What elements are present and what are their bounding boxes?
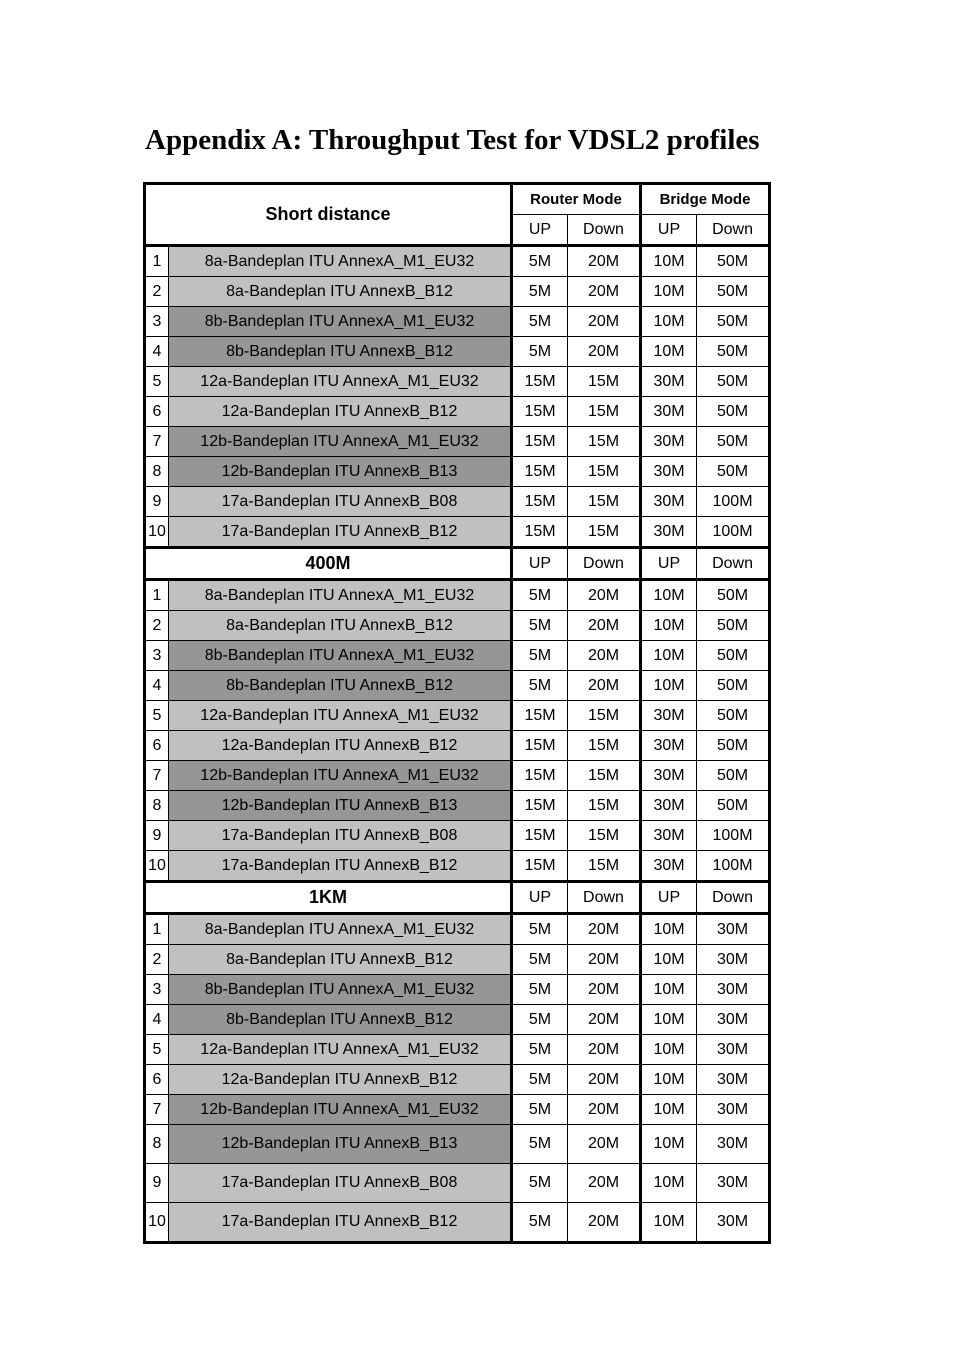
bridge-down-value: 50M	[697, 641, 770, 671]
profile-name: 8a-Bandeplan ITU AnnexB_B12	[169, 277, 512, 307]
router-down-value: 20M	[568, 671, 641, 701]
bridge-up-value: 10M	[641, 1005, 697, 1035]
bridge-down-value: 30M	[697, 1095, 770, 1125]
bridge-down-value: 50M	[697, 337, 770, 367]
router-up-value: 15M	[512, 701, 568, 731]
router-up-value: 5M	[512, 641, 568, 671]
router-down-value: 20M	[568, 975, 641, 1005]
bridge-up-value: 10M	[641, 1203, 697, 1243]
row-index: 7	[145, 427, 169, 457]
row-index: 2	[145, 945, 169, 975]
row-index: 7	[145, 761, 169, 791]
router-down-value: 20M	[568, 611, 641, 641]
bridge-up-value: 10M	[641, 1035, 697, 1065]
throughput-table-body	[145, 184, 770, 1243]
bridge-up-value: 10M	[641, 1164, 697, 1203]
row-index: 1	[145, 914, 169, 945]
table-row	[145, 307, 770, 337]
table-row	[145, 821, 770, 851]
router-up-value: 5M	[512, 914, 568, 945]
router-down-value: 15M	[568, 821, 641, 851]
bridge-down-value: 50M	[697, 457, 770, 487]
table-row	[145, 611, 770, 641]
bridge-up-value: 30M	[641, 457, 697, 487]
router-up-value: 15M	[512, 517, 568, 548]
router-down-value: 15M	[568, 701, 641, 731]
profile-name: 8b-Bandeplan ITU AnnexA_M1_EU32	[169, 307, 512, 337]
router-up-value: 5M	[512, 1065, 568, 1095]
profile-name: 8a-Bandeplan ITU AnnexB_B12	[169, 611, 512, 641]
router-up-value: 15M	[512, 851, 568, 882]
table-row	[145, 1095, 770, 1125]
bridge-down-value: 30M	[697, 975, 770, 1005]
router-up-value: 15M	[512, 791, 568, 821]
bridge-down-value: 50M	[697, 791, 770, 821]
bridge-up-value: 30M	[641, 731, 697, 761]
bridge-down-value: 100M	[697, 517, 770, 548]
bridge-down-value: 100M	[697, 821, 770, 851]
table-row	[145, 761, 770, 791]
row-index: 10	[145, 851, 169, 882]
bridge-down-value: 50M	[697, 671, 770, 701]
profile-name: 8a-Bandeplan ITU AnnexA_M1_EU32	[169, 246, 512, 277]
row-index: 8	[145, 1125, 169, 1164]
row-index: 9	[145, 487, 169, 517]
router-down-value: 20M	[568, 1005, 641, 1035]
bridge-down-value: 30M	[697, 1005, 770, 1035]
bridge-up-value: 10M	[641, 246, 697, 277]
bridge-up-value: 30M	[641, 761, 697, 791]
router-up-value: 5M	[512, 671, 568, 701]
profile-name: 8a-Bandeplan ITU AnnexA_M1_EU32	[169, 914, 512, 945]
router-down-value: 20M	[568, 307, 641, 337]
bridge-down-value: 100M	[697, 851, 770, 882]
router-down-value: 20M	[568, 1095, 641, 1125]
bridge-down-value: 50M	[697, 580, 770, 611]
table-row	[145, 945, 770, 975]
profile-name: 17a-Bandeplan ITU AnnexB_B08	[169, 821, 512, 851]
router-up-value: 15M	[512, 397, 568, 427]
profile-name: 17a-Bandeplan ITU AnnexB_B12	[169, 517, 512, 548]
table-row	[145, 487, 770, 517]
table-row	[145, 731, 770, 761]
profile-name: 12a-Bandeplan ITU AnnexB_B12	[169, 1065, 512, 1095]
row-index: 10	[145, 1203, 169, 1243]
router-down-value: 15M	[568, 517, 641, 548]
router-down-header: Down	[568, 215, 641, 246]
row-index: 1	[145, 580, 169, 611]
router-up-value: 15M	[512, 487, 568, 517]
bridge-up-value: 10M	[641, 1095, 697, 1125]
bridge-up-value: 30M	[641, 851, 697, 882]
table-row	[145, 641, 770, 671]
router-down-value: 20M	[568, 945, 641, 975]
router-up-value: 5M	[512, 945, 568, 975]
row-index: 5	[145, 1035, 169, 1065]
router-up-value: 5M	[512, 277, 568, 307]
profile-name: 12a-Bandeplan ITU AnnexA_M1_EU32	[169, 701, 512, 731]
profile-name: 8b-Bandeplan ITU AnnexB_B12	[169, 1005, 512, 1035]
router-up-value: 15M	[512, 427, 568, 457]
router-down-value: 20M	[568, 914, 641, 945]
profile-name: 12b-Bandeplan ITU AnnexB_B13	[169, 791, 512, 821]
router-up-header: UP	[512, 548, 568, 580]
throughput-table	[143, 182, 771, 1244]
bridge-up-value: 10M	[641, 671, 697, 701]
row-index: 5	[145, 367, 169, 397]
row-index: 4	[145, 337, 169, 367]
router-down-value: 20M	[568, 277, 641, 307]
router-down-value: 20M	[568, 1164, 641, 1203]
profile-name: 8b-Bandeplan ITU AnnexA_M1_EU32	[169, 641, 512, 671]
bridge-down-value: 30M	[697, 1065, 770, 1095]
bridge-down-value: 50M	[697, 427, 770, 457]
router-up-value: 15M	[512, 731, 568, 761]
router-up-header: UP	[512, 215, 568, 246]
bridge-down-value: 30M	[697, 945, 770, 975]
section-header-row	[145, 882, 770, 914]
router-down-value: 20M	[568, 580, 641, 611]
bridge-up-value: 10M	[641, 1125, 697, 1164]
table-row	[145, 517, 770, 548]
row-index: 6	[145, 731, 169, 761]
profile-name: 17a-Bandeplan ITU AnnexB_B08	[169, 487, 512, 517]
router-up-value: 5M	[512, 1035, 568, 1065]
bridge-down-value: 50M	[697, 611, 770, 641]
table-row	[145, 427, 770, 457]
profile-name: 8a-Bandeplan ITU AnnexB_B12	[169, 945, 512, 975]
router-down-value: 15M	[568, 761, 641, 791]
profile-name: 12b-Bandeplan ITU AnnexA_M1_EU32	[169, 761, 512, 791]
table-row	[145, 1125, 770, 1164]
profile-name: 12b-Bandeplan ITU AnnexA_M1_EU32	[169, 1095, 512, 1125]
row-index: 6	[145, 397, 169, 427]
bridge-down-value: 50M	[697, 731, 770, 761]
table-row	[145, 246, 770, 277]
router-up-value: 5M	[512, 580, 568, 611]
bridge-up-header: UP	[641, 215, 697, 246]
profile-name: 12a-Bandeplan ITU AnnexA_M1_EU32	[169, 367, 512, 397]
table-row	[145, 851, 770, 882]
router-down-header: Down	[568, 882, 641, 914]
profile-name: 8a-Bandeplan ITU AnnexA_M1_EU32	[169, 580, 512, 611]
router-up-value: 5M	[512, 611, 568, 641]
bridge-up-value: 10M	[641, 337, 697, 367]
router-down-value: 20M	[568, 1035, 641, 1065]
router-up-value: 5M	[512, 307, 568, 337]
profile-name: 17a-Bandeplan ITU AnnexB_B08	[169, 1164, 512, 1203]
router-down-value: 20M	[568, 337, 641, 367]
table-row	[145, 1065, 770, 1095]
row-index: 3	[145, 641, 169, 671]
bridge-mode-header: Bridge Mode	[641, 184, 770, 215]
router-up-value: 15M	[512, 367, 568, 397]
bridge-down-value: 50M	[697, 701, 770, 731]
section-header-row	[145, 184, 770, 215]
router-up-value: 5M	[512, 1095, 568, 1125]
profile-name: 12b-Bandeplan ITU AnnexB_B13	[169, 1125, 512, 1164]
bridge-up-value: 30M	[641, 397, 697, 427]
router-down-value: 15M	[568, 427, 641, 457]
bridge-up-value: 10M	[641, 975, 697, 1005]
row-index: 6	[145, 1065, 169, 1095]
bridge-up-value: 10M	[641, 945, 697, 975]
bridge-down-value: 30M	[697, 914, 770, 945]
router-mode-header: Router Mode	[512, 184, 641, 215]
row-index: 7	[145, 1095, 169, 1125]
router-up-value: 15M	[512, 821, 568, 851]
table-row	[145, 701, 770, 731]
bridge-down-value: 100M	[697, 487, 770, 517]
bridge-up-value: 10M	[641, 641, 697, 671]
router-down-value: 20M	[568, 1125, 641, 1164]
router-down-value: 15M	[568, 487, 641, 517]
bridge-down-value: 50M	[697, 367, 770, 397]
section-title: Short distance	[145, 184, 512, 246]
row-index: 8	[145, 791, 169, 821]
bridge-down-header: Down	[697, 215, 770, 246]
row-index: 2	[145, 611, 169, 641]
bridge-down-value: 30M	[697, 1125, 770, 1164]
router-down-value: 15M	[568, 397, 641, 427]
table-row	[145, 1035, 770, 1065]
table-row	[145, 1203, 770, 1243]
profile-name: 12b-Bandeplan ITU AnnexB_B13	[169, 457, 512, 487]
router-down-value: 20M	[568, 1203, 641, 1243]
row-index: 9	[145, 1164, 169, 1203]
profile-name: 12a-Bandeplan ITU AnnexA_M1_EU32	[169, 1035, 512, 1065]
router-down-value: 15M	[568, 457, 641, 487]
bridge-down-value: 50M	[697, 761, 770, 791]
router-down-header: Down	[568, 548, 641, 580]
bridge-up-value: 30M	[641, 791, 697, 821]
table-row	[145, 397, 770, 427]
bridge-down-value: 30M	[697, 1164, 770, 1203]
bridge-up-value: 10M	[641, 914, 697, 945]
table-row	[145, 580, 770, 611]
bridge-up-value: 10M	[641, 277, 697, 307]
table-row	[145, 1164, 770, 1203]
table-row	[145, 671, 770, 701]
router-down-value: 20M	[568, 246, 641, 277]
router-up-value: 5M	[512, 1005, 568, 1035]
bridge-up-value: 30M	[641, 487, 697, 517]
router-up-value: 5M	[512, 337, 568, 367]
bridge-up-header: UP	[641, 548, 697, 580]
router-down-value: 15M	[568, 791, 641, 821]
profile-name: 12a-Bandeplan ITU AnnexB_B12	[169, 397, 512, 427]
profile-name: 12a-Bandeplan ITU AnnexB_B12	[169, 731, 512, 761]
table-row	[145, 791, 770, 821]
profile-name: 8b-Bandeplan ITU AnnexA_M1_EU32	[169, 975, 512, 1005]
row-index: 3	[145, 307, 169, 337]
router-up-value: 5M	[512, 246, 568, 277]
table-row	[145, 337, 770, 367]
bridge-up-value: 30M	[641, 701, 697, 731]
router-down-value: 15M	[568, 731, 641, 761]
bridge-up-value: 10M	[641, 307, 697, 337]
row-index: 9	[145, 821, 169, 851]
router-up-value: 15M	[512, 457, 568, 487]
row-index: 3	[145, 975, 169, 1005]
router-down-value: 20M	[568, 1065, 641, 1095]
table-row	[145, 975, 770, 1005]
router-down-value: 15M	[568, 367, 641, 397]
row-index: 10	[145, 517, 169, 548]
router-up-value: 5M	[512, 1125, 568, 1164]
router-down-value: 20M	[568, 641, 641, 671]
section-title: 1KM	[145, 882, 512, 914]
bridge-up-header: UP	[641, 882, 697, 914]
profile-name: 12b-Bandeplan ITU AnnexA_M1_EU32	[169, 427, 512, 457]
bridge-up-value: 10M	[641, 580, 697, 611]
bridge-down-header: Down	[697, 882, 770, 914]
profile-name: 17a-Bandeplan ITU AnnexB_B12	[169, 851, 512, 882]
router-up-header: UP	[512, 882, 568, 914]
router-up-value: 5M	[512, 1164, 568, 1203]
bridge-up-value: 10M	[641, 611, 697, 641]
row-index: 4	[145, 1005, 169, 1035]
bridge-up-value: 30M	[641, 427, 697, 457]
bridge-down-value: 50M	[697, 397, 770, 427]
profile-name: 8b-Bandeplan ITU AnnexB_B12	[169, 337, 512, 367]
row-index: 4	[145, 671, 169, 701]
bridge-down-value: 50M	[697, 246, 770, 277]
section-header-row	[145, 548, 770, 580]
bridge-up-value: 10M	[641, 1065, 697, 1095]
table-row	[145, 367, 770, 397]
table-row	[145, 457, 770, 487]
row-index: 8	[145, 457, 169, 487]
table-row	[145, 914, 770, 945]
bridge-up-value: 30M	[641, 367, 697, 397]
bridge-down-value: 50M	[697, 307, 770, 337]
router-up-value: 5M	[512, 975, 568, 1005]
page-title: Appendix A: Throughput Test for VDSL2 profiles	[145, 124, 760, 156]
row-index: 2	[145, 277, 169, 307]
router-down-value: 15M	[568, 851, 641, 882]
row-index: 1	[145, 246, 169, 277]
profile-name: 8b-Bandeplan ITU AnnexB_B12	[169, 671, 512, 701]
row-index: 5	[145, 701, 169, 731]
bridge-down-header: Down	[697, 548, 770, 580]
router-up-value: 15M	[512, 761, 568, 791]
router-up-value: 5M	[512, 1203, 568, 1243]
bridge-down-value: 30M	[697, 1035, 770, 1065]
profile-name: 17a-Bandeplan ITU AnnexB_B12	[169, 1203, 512, 1243]
section-title: 400M	[145, 548, 512, 580]
table-row	[145, 1005, 770, 1035]
bridge-down-value: 30M	[697, 1203, 770, 1243]
table-row	[145, 277, 770, 307]
bridge-down-value: 50M	[697, 277, 770, 307]
bridge-up-value: 30M	[641, 821, 697, 851]
bridge-up-value: 30M	[641, 517, 697, 548]
